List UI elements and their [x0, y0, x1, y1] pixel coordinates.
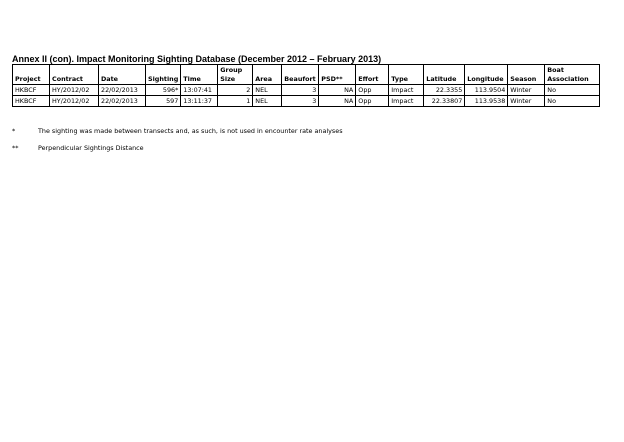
- cell-group-size: 1: [218, 96, 253, 107]
- cell-effort: Opp: [356, 85, 389, 96]
- header-beaufort: Beaufort: [282, 65, 319, 85]
- cell-effort: Opp: [356, 96, 389, 107]
- footnote-single-asterisk: [12, 127, 343, 135]
- cell-boat-association: No: [545, 96, 600, 107]
- page-title: Annex II (con). Impact Monitoring Sighting Database (December 2012 – February 2013): [12, 54, 382, 64]
- header-boat-association: [545, 65, 600, 85]
- header-project: Project: [13, 65, 50, 85]
- header-boat-line2: Association: [547, 75, 589, 83]
- header-group-size-line1: Group: [220, 66, 243, 74]
- header-group-size: [218, 65, 253, 85]
- header-psd: PSD**: [319, 65, 356, 85]
- cell-sighting: 596*: [146, 85, 181, 96]
- header-latitude: Latitude: [424, 65, 465, 85]
- table-header-row: [13, 65, 600, 85]
- cell-psd: NA: [319, 96, 356, 107]
- header-boat-line1: Boat: [547, 66, 564, 74]
- cell-longitude: 113.9504: [465, 85, 508, 96]
- cell-psd: NA: [319, 85, 356, 96]
- cell-longitude: 113.9538: [465, 96, 508, 107]
- header-contract: Contract: [50, 65, 99, 85]
- cell-beaufort: 3: [282, 96, 319, 107]
- cell-time: 13:11:37: [181, 96, 218, 107]
- cell-latitude: 22.3355: [424, 85, 465, 96]
- cell-date: 22/02/2013: [99, 85, 146, 96]
- cell-season: Winter: [508, 85, 545, 96]
- header-effort: Effort: [356, 65, 389, 85]
- header-date: Date: [99, 65, 146, 85]
- cell-time: 13:07:41: [181, 85, 218, 96]
- cell-sighting: 597: [146, 96, 181, 107]
- header-longitude: Longitude: [465, 65, 508, 85]
- table-row: [13, 96, 600, 107]
- cell-season: Winter: [508, 96, 545, 107]
- footnote-mark: **: [12, 144, 19, 152]
- header-season: Season: [508, 65, 545, 85]
- cell-area: NEL: [253, 96, 282, 107]
- header-area: Area: [253, 65, 282, 85]
- cell-date: 22/02/2013: [99, 96, 146, 107]
- table-row: [13, 85, 600, 96]
- header-type: Type: [389, 65, 424, 85]
- cell-project: HKBCF: [13, 85, 50, 96]
- cell-group-size: 2: [218, 85, 253, 96]
- cell-contract: HY/2012/02: [50, 96, 99, 107]
- cell-type: Impact: [389, 96, 424, 107]
- footnote-text: Perpendicular Sightings Distance: [38, 144, 144, 152]
- header-time: Time: [181, 65, 218, 85]
- cell-area: NEL: [253, 85, 282, 96]
- footnote-text: The sighting was made between transects and, as such, is not used in encounter rate analyses: [38, 127, 343, 135]
- cell-type: Impact: [389, 85, 424, 96]
- header-group-size-line2: Size: [220, 75, 236, 83]
- cell-latitude: 22.33807: [424, 96, 465, 107]
- header-sighting: Sighting: [146, 65, 181, 85]
- footnote-mark: *: [12, 127, 16, 135]
- sighting-database-table: [12, 64, 600, 107]
- footnote-double-asterisk: [12, 144, 144, 152]
- cell-contract: HY/2012/02: [50, 85, 99, 96]
- cell-project: HKBCF: [13, 96, 50, 107]
- cell-boat-association: No: [545, 85, 600, 96]
- cell-beaufort: 3: [282, 85, 319, 96]
